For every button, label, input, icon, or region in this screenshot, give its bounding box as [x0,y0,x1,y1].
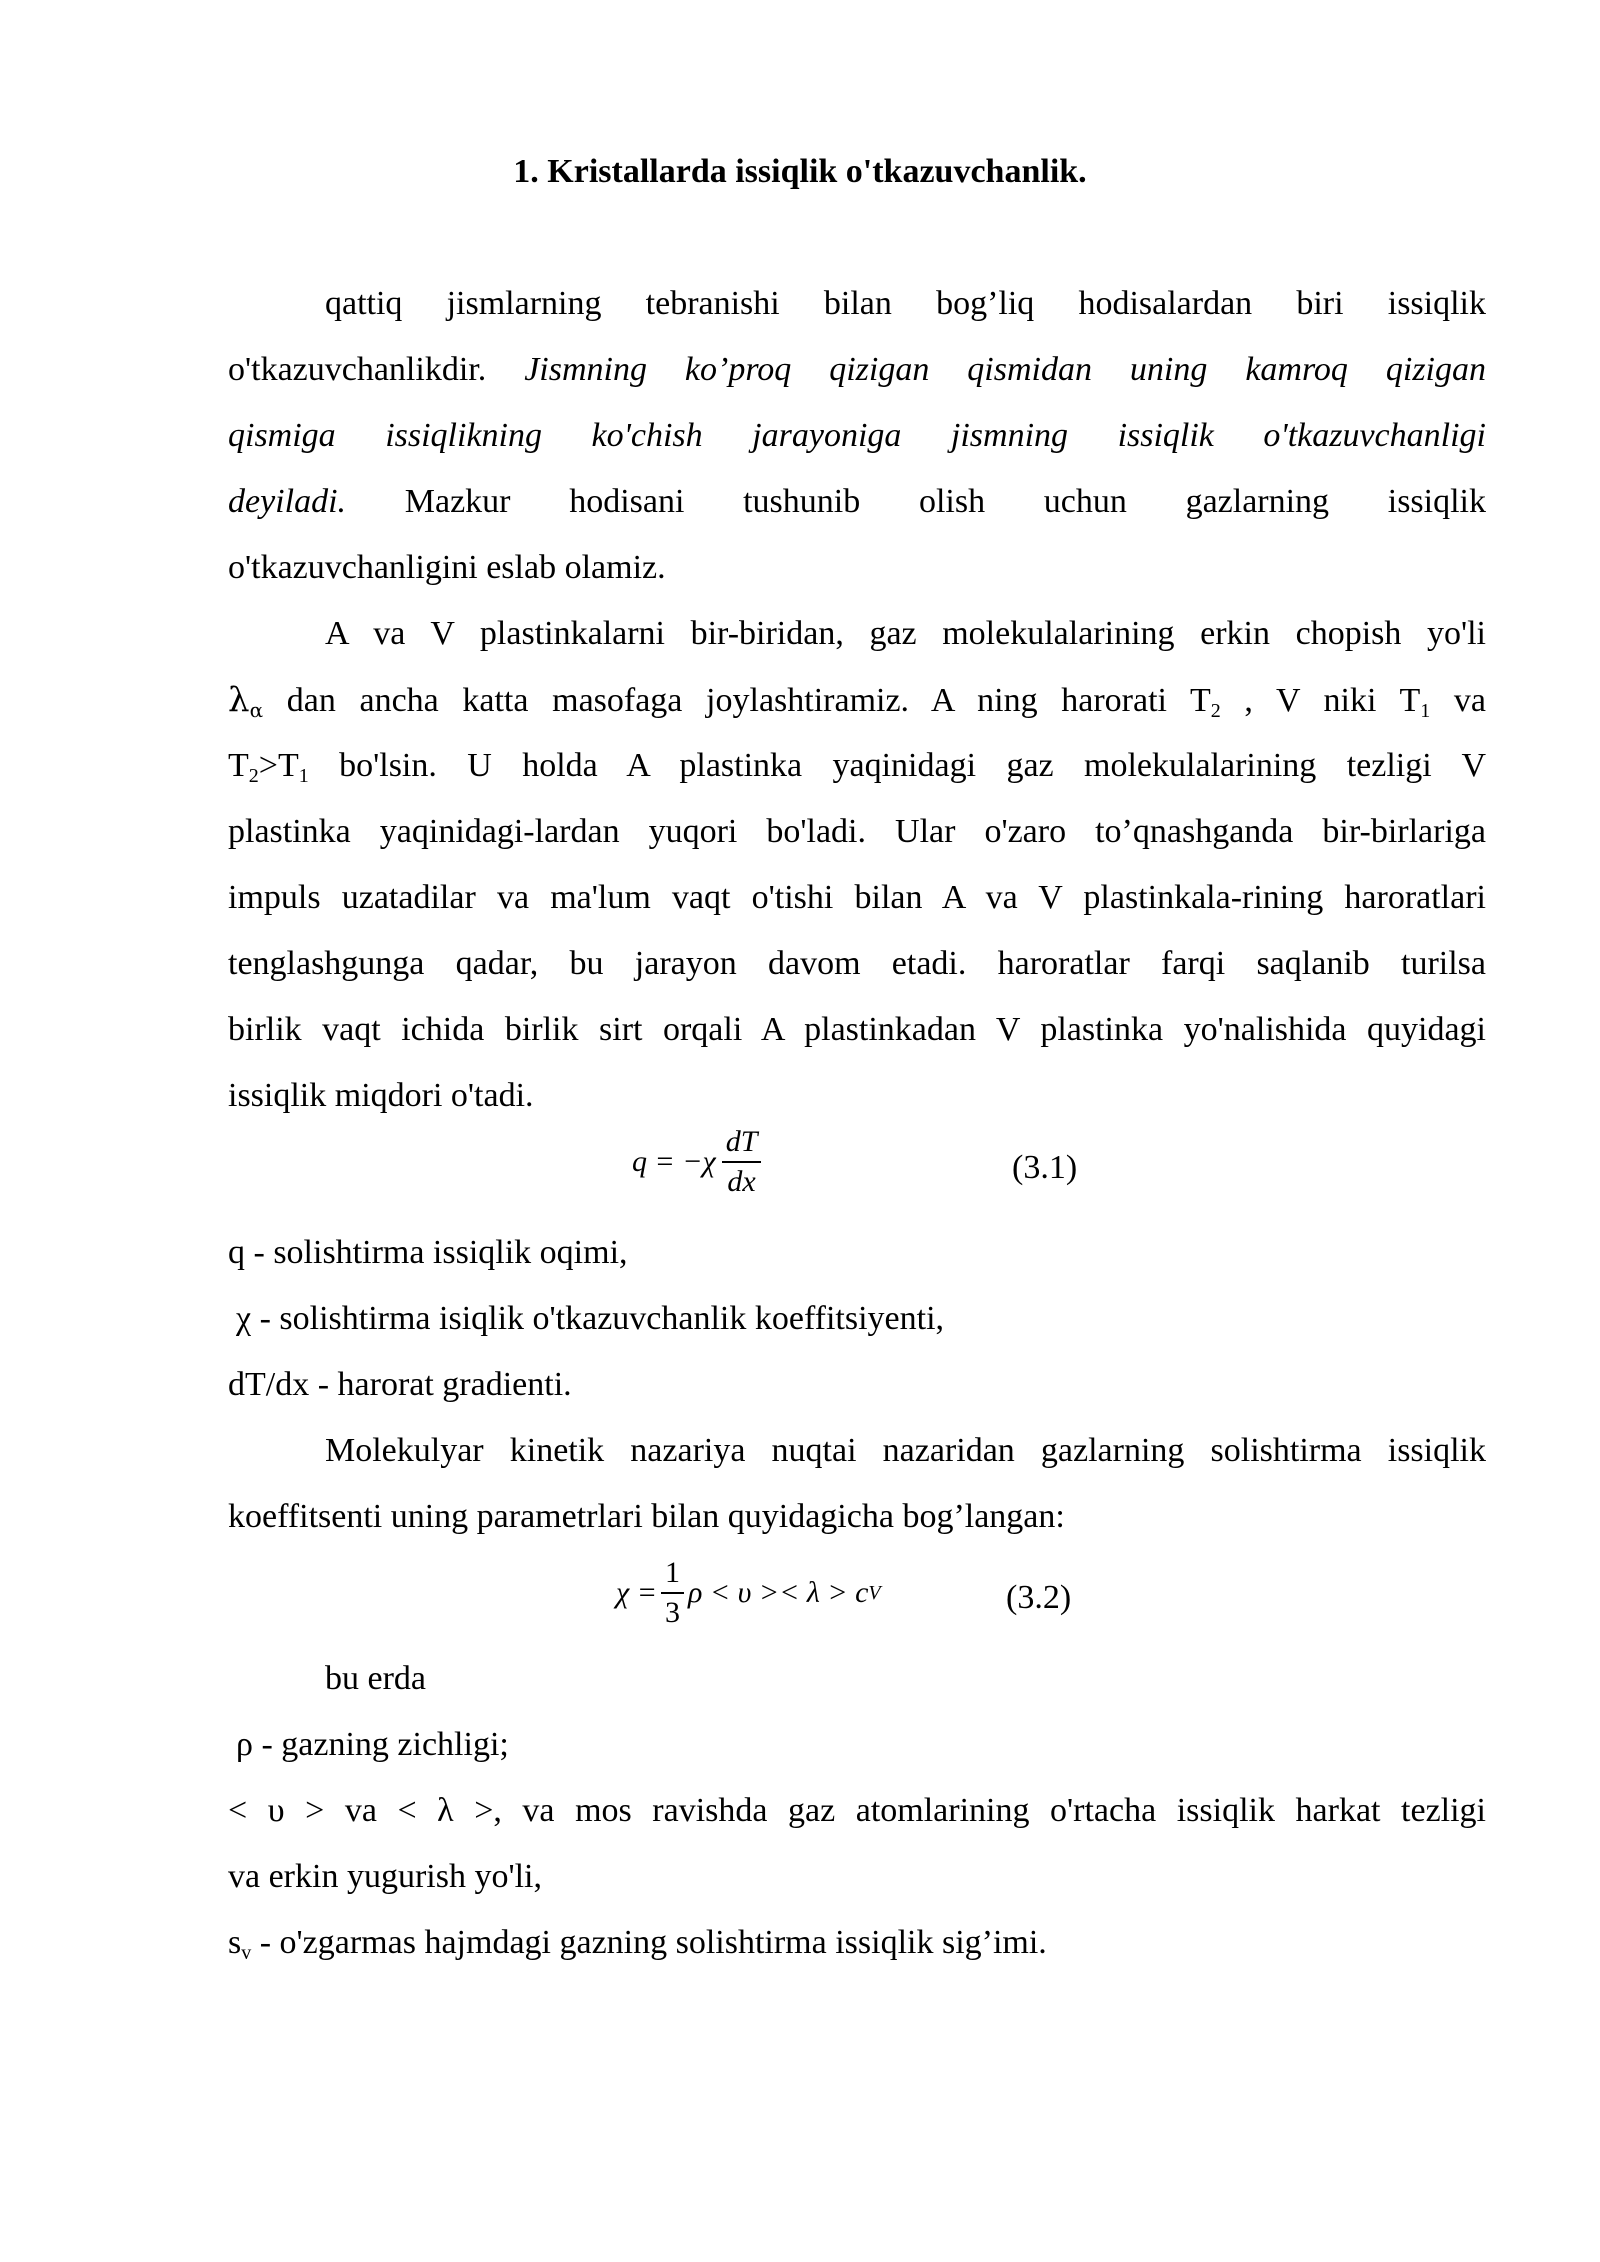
def-sv: $s_v$ - o'zgarmas hajmdagi gazning solishtirma issiqlik sig’imi. [228,1924,1047,1964]
paragraph-2 [228,601,1486,1129]
p2-line-2: $\lambda_\alpha$ dan ancha katta masofaga joylashtiramiz. A ning harorati $T_2$ , V niki $T_1$ va [228,680,1487,722]
p1-line-4: deyiladi. Mazkur hodisani tushunib olish uchun gazlarning issiqlik [228,483,1487,520]
p2-line-8: issiqlik miqdori o'tadi. [228,1077,534,1114]
formula-lhs: q = −χ [632,1145,716,1178]
p2-line-4: plastinka yaqinidagi-lardan yuqori bo'ladi. Ular o'zaro to’qnashganda bir-birlariga [228,813,1486,850]
paragraph-3 [228,1418,1486,1550]
paragraph-1 [228,271,1486,601]
p1-line-2: o'tkazuvchanlikdir. Jismning ko’proq qizigan qismidan uning kamroq qizigan [228,351,1487,388]
definition-italic: Jismning ko’proq qizigan qismidan uning kamroq qizigan [524,351,1487,388]
p1-line-1: qattiq jismlarning tebranishi bilan bog’liq hodisalardan biri issiqlik [325,285,1486,322]
definitions-2 [228,1646,1486,1976]
formula2-rhs: ρ < υ >< λ > c [687,1576,869,1609]
p2-line-7: birlik vaqt ichida birlik sirt orqali A plastinkadan V plastinka yo'nalishida quyidagi [228,1011,1486,1048]
p3-line-1: Molekulyar kinetik nazariya nuqtai nazaridan gazlarning solishtirma issiqlik [325,1432,1486,1469]
formula-3-1 [632,1125,761,1199]
def-velocity-path-line-2: va erkin yugurish yo'li, [228,1858,542,1895]
def-chi: χ - solishtirma isiqlik o'tkazuvchanlik koeffitsiyenti, [236,1300,945,1337]
p2-line-5: impuls uzatadilar va ma'lum vaqt o'tishi bilan A va V plastinkala-rining haroratlari [228,879,1486,916]
def-q: q - solishtirma issiqlik oqimi, [228,1234,628,1271]
lambda-alpha-symbol: $\lambda_\alpha$ [228,680,264,722]
def-intro: bu erda [325,1660,427,1697]
equation-number-3-1: (3.1) [1012,1149,1078,1186]
p3-line-2: koeffitsenti uning parametrlari bilan quyidagicha bog’langan: [228,1498,1065,1535]
def-velocity-path-line-1: < υ > va < λ >, va mos ravishda gaz atomlarining o'rtacha issiqlik harkat tezligi [228,1792,1486,1829]
fraction-dT-dx: $\frac{dT}{dx}$ [722,1125,762,1199]
formula-3-2: χ = $\frac{1}{3}$ ρ < υ >< λ > c V [616,1556,881,1629]
p2-line-6: tenglashgunga qadar, bu jarayon davom etadi. haroratlar farqi saqlanib turilsa [228,945,1486,982]
def-gradient: dT/dx - harorat gradienti. [228,1366,572,1403]
def-rho: ρ - gazning zichligi; [236,1726,509,1763]
definitions-1 [228,1220,1486,1418]
formula2-lhs: χ = [616,1576,657,1609]
p2-line-1: A va V plastinkalarni bir-biridan, gaz molekulalarining erkin chopish yo'li [325,615,1486,652]
p2-line-3: $T_2>T_1$ bo'lsin. U holda A plastinka yaqinidagi gaz molekulalarining tezligi V [228,747,1486,787]
p1-line-3: qismiga issiqlikning ko'chish jarayoniga jismning issiqlik o'tkazuvchanligi [228,417,1486,454]
fraction-one-third: $\frac{1}{3}$ [661,1556,684,1630]
section-title: 1. Kristallarda issiqlik o'tkazuvchanlik. [513,153,1087,190]
equation-number-3-2: (3.2) [1006,1579,1072,1616]
p1-line-5: o'tkazuvchanligini eslab olamiz. [228,549,666,586]
